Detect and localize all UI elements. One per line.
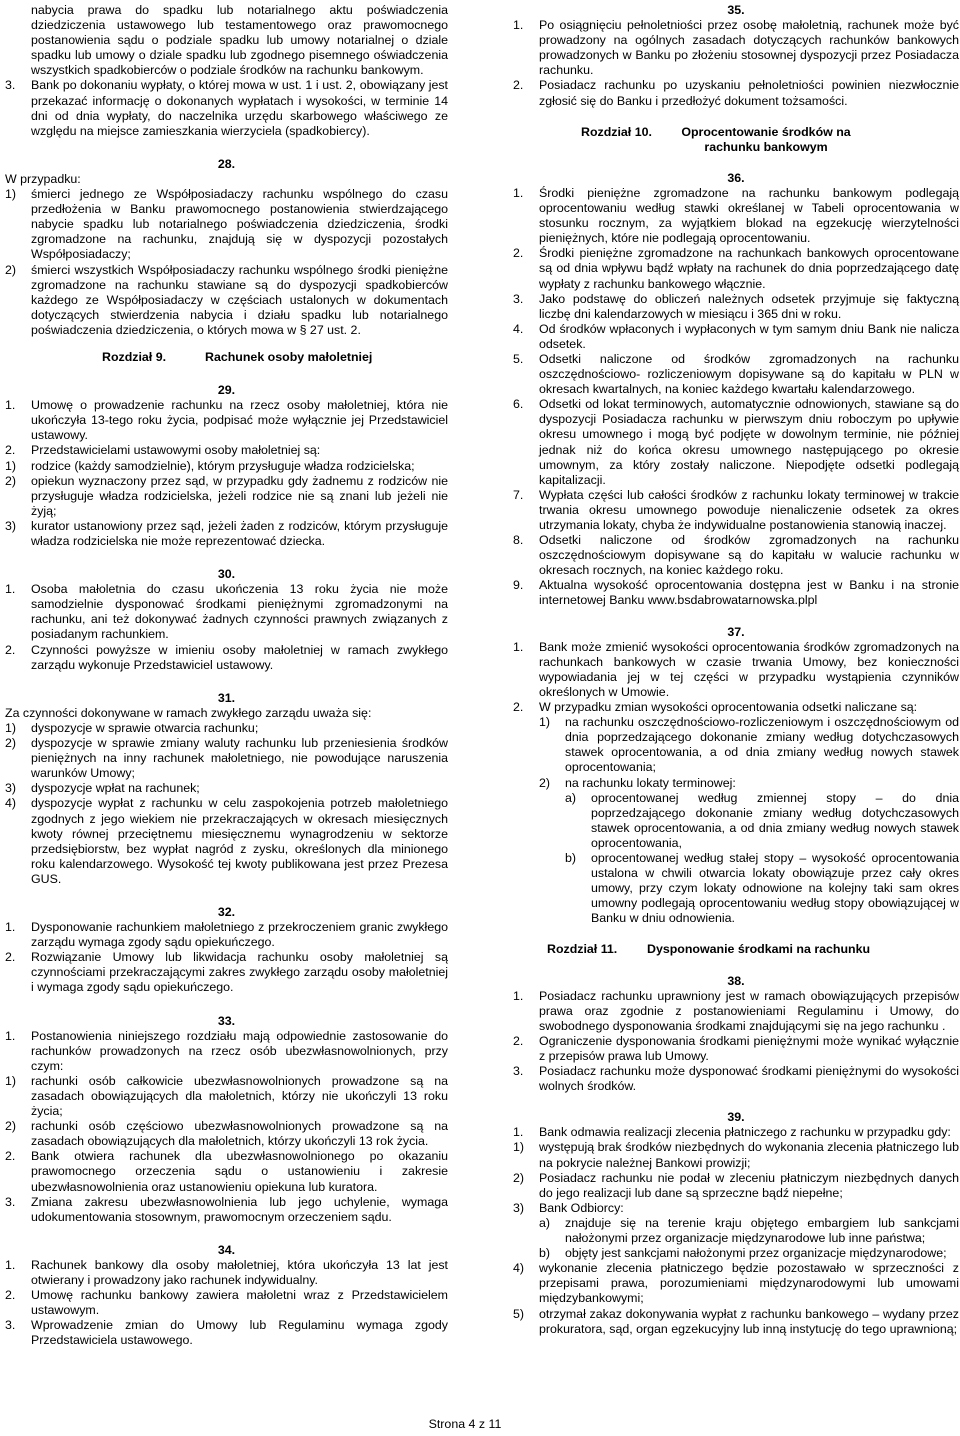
section-title: 34. <box>217 1242 236 1257</box>
list-item: 1) śmierci jednego ze Współposiadaczy rachunku wspólnego do czasu przedłożenia w Banku prawomocnego postanowienia stwierdzającego nabycie spadku lub notarialnego poświadczenia dziedziczenia, środki zgromadzone na rachunku, znajdują się w dyspozycji pozostałych Współposiadaczy; <box>5 187 448 262</box>
section-title: 35. <box>727 3 745 17</box>
list-item: 4) wykonanie zlecenia płatniczego będzie pozostawało w sprzeczności z przepisami prawa, porozumieniami międzynarodowymi lub umowami międzybankowymi; <box>513 1261 959 1306</box>
numbered-paragraph: 2. W przypadku zmian wysokości oprocentowania odsetki naliczane są: <box>513 700 918 715</box>
numbered-paragraph: 2. Przedstawicielami ustawowymi osoby małoletniej są: <box>5 443 321 458</box>
numbered-paragraph: 5. Odsetki naliczone od środków zgromadzonych na rachunku oszczędnościowo- rozliczeniowym dopisywane są do kapitału w PLN w okresach kwartalnych, na koniec każdego kwartału kalendarzowego. <box>513 351 959 397</box>
numbered-paragraph: 1. Postanowienia niniejszego rozdziału mają odpowiednie zastosowanie do rachunków prowadzonych na rzecz osób ubezwłasnowolnionych, przy czym: <box>5 1028 448 1073</box>
sub-list-item: b) oprocentowanej według stałej stopy – wysokość oprocentowania ustalona w chwili otwarcia lokaty obowiązuje przez cały okres umowy, przy czym lokaty odnowione na kolejny taki sam okres umowny podlegają oprocentowaniu według stopy obowiązującej w Banku w dniu odnowienia. <box>565 850 959 926</box>
section-title: 31. <box>217 690 236 705</box>
numbered-paragraph: 2. Środki pieniężne zgromadzone na rachunkach bankowych oprocentowane są od dnia wpływu bądź wpłaty na rachunek do dnia poprzedzającego datę wypłaty z rachunku bankowego włącznie. <box>513 246 959 291</box>
numbered-paragraph: 8. Odsetki naliczone od środków zgromadzonych na rachunku oszczędnościowym dopisywane są do kapitału w walucie rachunku w okresach rocznych, na koniec każdego roku. <box>513 533 959 578</box>
chapter-heading: Rozdział 10. Oprocentowanie środków na rachunku bankowym <box>581 124 851 154</box>
list-item: 2) śmierci wszystkich Współposiadaczy rachunku wspólnego środki pieniężne zgromadzone na rachunku stawiane są do dyspozycji spadkobierców każdego ze Współposiadaczy w częściach ustalonych w dokumentach dotyczących stwierdzenia nabycia i działu spadku lub notarialnego poświadczenia dziedziczenia, o których mowa w § 27 ust. 2. <box>5 262 448 337</box>
list-item: 2) opiekun wyznaczony przez sąd, w przypadku gdy żadnemu z rodziców nie przysługuje władza rodzicielska, jeżeli rodzice nie są znani lub jeżeli nie żyją; <box>5 473 448 518</box>
section-title: 30. <box>217 567 236 582</box>
numbered-paragraph: 3. Posiadacz rachunku może dysponować środkami pieniężnymi do wysokości wolnych środków. <box>513 1064 959 1094</box>
numbered-paragraph: 1. Osoba małoletnia do czasu ukończenia 13 roku życia nie może samodzielnie dysponować środkami pieniężnymi zgromadzonymi na rachunku, ani też dokonywać żadnych czynności prawnych związanych z posiadanym rachunkiem. <box>5 582 448 642</box>
list-item: 1) dyspozycje w sprawie otwarcia rachunku; <box>5 720 259 735</box>
numbered-paragraph: 3. Bank po dokonaniu wypłaty, o której mowa w ust. 1 i ust. 2, obowiązany jest przekazać informację o dokonanych wypłatach i wysokości, w terminie 14 dni od dnia wypłaty, do naczelnika urzędu skarbowego właściwego ze względu na miejsce zamieszkania wierzyciela (spadkobiercy). <box>5 78 448 138</box>
list-item: 3) Bank Odbiorcy: <box>513 1200 624 1215</box>
chapter-heading: Rozdział 11. Dysponowanie środkami na rachunku <box>547 942 871 957</box>
numbered-paragraph: 2. Umowę rachunku bankowy zawiera małoletni wraz z Przedstawicielem ustawowym. <box>5 1288 448 1318</box>
numbered-paragraph: 2. Posiadacz rachunku po uzyskaniu pełnoletniości powinien niezwłocznie zgłosić się do Banku i przedłożyć dokument tożsamości. <box>513 78 959 108</box>
numbered-paragraph: 2. Czynności powyższe w imieniu osoby małoletniej w ramach zwykłego zarządu wykonuje Przedstawiciel ustawowy. <box>5 642 448 672</box>
numbered-paragraph: 4. Od środków wpłaconych i wypłaconych w tym samym dniu Bank nie nalicza odsetek. <box>513 321 959 351</box>
section-title: 39. <box>727 1110 745 1125</box>
numbered-paragraph: 3. Zmiana zakresu ubezwłasnowolnienia lub jego uchylenie, wymaga udokumentowania stosownym, prawomocnym orzeczeniem sądu. <box>5 1194 448 1224</box>
page-number: Strona 4 z 11 <box>428 1417 502 1431</box>
sub-list-item: b) objęty jest sankcjami nałożonymi przez organizacje międzynarodowe; <box>539 1246 947 1261</box>
section-title: 32. <box>217 904 236 919</box>
list-item: 3) dyspozycje wpłat na rachunek; <box>5 781 200 796</box>
numbered-paragraph: 1. Posiadacz rachunku uprawniony jest w ramach obowiązujących przepisów prawa oraz zgodnie z postanowieniami Regulaminu i Umowy, do swobodnego dysponowania środkami znajdującymi się na jego rachunku . <box>513 988 959 1033</box>
numbered-paragraph: 2. Ograniczenie dysponowania środkami pieniężnymi może wynikać wyłącznie z przepisów prawa lub Umowy. <box>513 1033 959 1063</box>
numbered-paragraph: 1. Bank może zmienić wysokości oprocentowania środków zgromadzonych na rachunkach bankowych w czasie trwania Umowy, bez konieczności wypowiadania jej w tej części w przypadku wystąpienia czynników określonych w Umowie. <box>513 639 959 699</box>
list-item: 1) występują brak środków niezbędnych do wykonania zlecenia płatniczego lub na pokrycie należnej Bankowi prowizji; <box>513 1140 959 1170</box>
list-item: 2) na rachunku lokaty terminowej: <box>539 775 736 790</box>
section-lead: Za czynności dokonywane w ramach zwykłego zarządu uważa się: <box>5 705 372 720</box>
list-item: 1) rachunki osób całkowicie ubezwłasnowolnionych prowadzone są na zasadach obowiązujących dla małoletnich, którzy nie ukończyli 13 roku życia; <box>5 1073 448 1119</box>
numbered-paragraph: 3. Jako podstawę do obliczeń należnych odsetek przyjmuje się faktyczną liczbę dni kalendarzowych w miesiącu i 365 dni w roku. <box>513 291 959 321</box>
section-title: 38. <box>727 973 745 988</box>
list-item: 2) dyspozycje w sprawie zmiany waluty rachunku lub przeniesienia środków pieniężnych na inny rachunek małoletniego, nie powodujące naruszenia warunków Umowy; <box>5 736 448 781</box>
section-title: 33. <box>217 1013 236 1028</box>
numbered-paragraph: 9. Aktualna wysokość oprocentowania dostępna jest w Banku i na stronie internetowej Banku www.bsdabrowatarnowska.plpl <box>513 578 959 608</box>
numbered-paragraph: 2. Rozwiązanie Umowy lub likwidacja rachunku osoby małoletniej są czynnościami przekraczającymi zakres zwykłego zarządu osoby małoletniej i wymaga zgody sądu opiekuńczego. <box>5 950 448 995</box>
right-column <box>513 3 959 1337</box>
section-title: 29. <box>217 383 236 398</box>
section-title: 36. <box>727 170 745 185</box>
left-column <box>5 3 448 1349</box>
sub-list-item: a) oprocentowanej według zmiennej stopy – do dnia poprzedzającego dokonanie zmiany według dotychczasowych stawek oprocentowania, a od dnia zmiany według nowych stawek oprocentowania, <box>565 790 959 850</box>
numbered-paragraph: 1. Po osiągnięciu pełnoletniości przez osobę małoletnią, rachunek może być prowadzony na ogólnych zasadach dotyczących rachunków bankowych prowadzonych w Banku po złożeniu stosownej dyspozycji przez Posiadacza rachunku. <box>513 18 959 78</box>
list-item: 2) rachunki osób częściowo ubezwłasnowolnionych prowadzone są na zasadach obowiązujących dla małoletnich, którzy ukończyli 13 rok życia. <box>5 1119 448 1149</box>
list-item: 5) otrzymał zakaz dokonywania wypłat z rachunku bankowego – wydany przez prokuratora, sąd, organ egzekucyjny lub inną instytucję do tego uprawnioną; <box>513 1306 959 1336</box>
numbered-paragraph: 3. Wprowadzenie zmian do Umowy lub Regulaminu wymaga zgody Przedstawiciela ustawowego. <box>5 1318 448 1348</box>
section-title: 28. <box>217 156 236 171</box>
numbered-paragraph: 1. Umowę o prowadzenie rachunku na rzecz osoby małoletniej, która nie ukończyła 13-tego roku życia, podpisać może wyłącznie jej Przedstawiciel ustawowy. <box>5 398 448 443</box>
section-lead: W przypadku: <box>5 171 81 186</box>
numbered-paragraph: 7. Wypłata części lub całości środków z rachunku lokaty terminowej w trakcie trwania okresu umownego powoduje nienaliczenie odsetek za okres utrzymania lokaty, chyba że indywidualne postanowienia stanowią inaczej. <box>513 487 959 532</box>
section-title: 37. <box>727 624 745 639</box>
list-item: 2) Posiadacz rachunku nie podał w zleceniu płatniczym niezbędnych danych do jego realizacji lub dane są sprzeczne bądź niepełne; <box>513 1170 959 1200</box>
numbered-paragraph: 1. Rachunek bankowy dla osoby małoletniej, która ukończyła 13 lat jest otwierany i prowadzony jako rachunek indywidualny. <box>5 1257 448 1288</box>
numbered-paragraph: 6. Odsetki od lokat terminowych, automatycznie odnowionych, stawiane są do dyspozycji Posiadacza rachunku w pierwszym dniu roboczym po upływie okresu umownego i mogą być podjęte w dowolnym terminie, nie później jednak niż do końca okresu umownego następującego po okresie umownym, za który zostały naliczone. Niepodjęte odsetki podlegają kapitalizacji. <box>513 397 959 487</box>
numbered-paragraph: 2. Bank otwiera rachunek dla ubezwłasnowolnionego po okazaniu prawomocnego orzeczenia sądu o ustanowieniu i zakresie ubezwłasnowolnienia oraz ustanowieniu opiekuna lub kuratora. <box>5 1149 448 1194</box>
numbered-paragraph: 1. Bank odmawia realizacji zlecenia płatniczego z rachunku w przypadku gdy: <box>513 1125 951 1140</box>
list-item: 1) na rachunku oszczędnościowo-rozliczeniowym i oszczędnościowym od dnia poprzedzającego dokonanie zmiany według dotychczasowych stawek oprocentowania, a od dnia zmiany według nowych stawek oprocentowania; <box>539 715 959 775</box>
list-item: 4) dyspozycje wypłat z rachunku w celu zaspokojenia potrzeb małoletniego zgodnych z jego wiekiem nie przekraczających w okresach miesięcznych kwoty równej przeciętnemu miesięcznemu wynagrodzeniu w sektorze przedsiębiorstw, bez wypłat nagród z zysku, określonych dla minionego roku kalendarzowego. Wysokość tej kwoty publikowana jest przez Prezesa GUS. <box>5 796 448 886</box>
chapter-heading: Rozdział 9. Rachunek osoby małoletniej <box>102 349 373 364</box>
numbered-paragraph: 1. Środki pieniężne zgromadzone na rachunku bankowym podlegają oprocentowaniu według stawki określanej w Tabeli oprocentowania w stosunku rocznym, za wyjątkiem blokad na egzekucję wierzytelności pieniężnych, które nie podlegają oprocentowaniu. <box>513 185 959 246</box>
sub-list-item: a) znajduje się na terenie kraju objętego embargiem lub sankcjami nałożonymi przez organizacje międzynarodowe lub inne państwa; <box>539 1215 959 1246</box>
paragraph: nabycia prawa do spadku lub notarialnego aktu poświadczenia dziedziczenia ustawowego lub testamentowego oraz prawomocnego postanowienia sądu o podziale spadku lub umowy notarialnej o dziale spadku lub umowy o dziale spadku lub zgodnego pisemnego oświadczenia wszystkich spadkobierców o podziale środków na rachunku bankowym. <box>31 3 448 78</box>
list-item: 3) kurator ustanowiony przez sąd, jeżeli żaden z rodziców, którym przysługuje władza rodzicielska nie może reprezentować dziecka. <box>5 518 448 548</box>
list-item: 1) rodzice (każdy samodzielnie), którym przysługuje władza rodzicielska; <box>5 458 415 473</box>
numbered-paragraph: 1. Dysponowanie rachunkiem małoletniego z przekroczeniem granic zwykłego zarządu wymaga zgody sądu opiekuńczego. <box>5 920 448 950</box>
